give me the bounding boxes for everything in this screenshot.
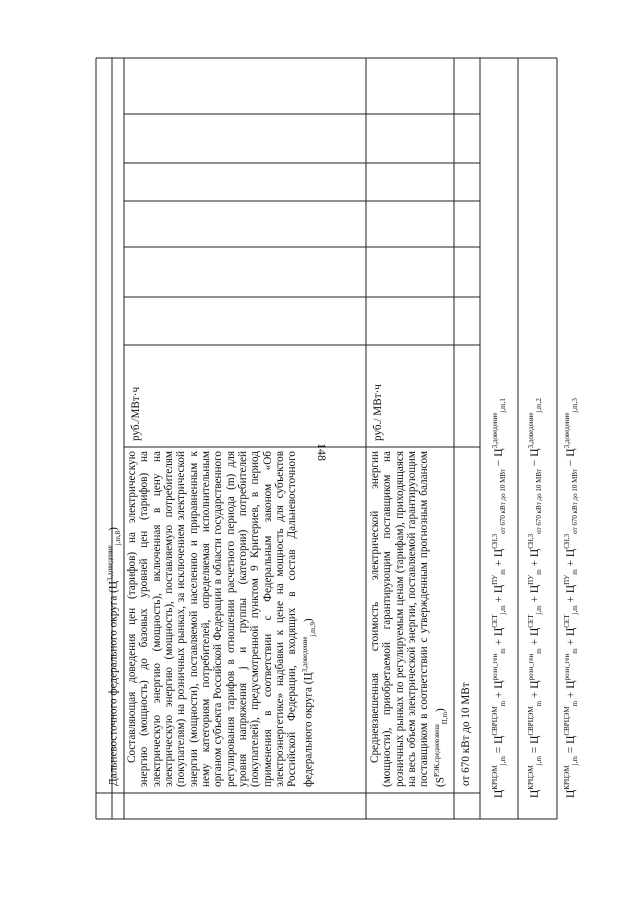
- formula-row: $Ц^{КРЦЭМ}_{j,m} = Ц^{СВРЦЭМ}_m + Ц^{розн\_ген}_m + Ц^{СЕТ}_{j,m} + Ц^{ПУ}_m + Ц^{СН,3}_{от 670 кВт до 10 МВт} - Ц^{3,доведение}_{j,m,3}$: [563, 398, 580, 798]
- formula-row: $Ц^{КРЦЭМ}_{j,m} = Ц^{СВРЦЭМ}_m + Ц^{розн\_ген}_m + Ц^{СЕТ}_{j,m} + Ц^{ПУ}_m + Ц^{СН,3}_{от 670 кВт до 10 МВт} - Ц^{3,доведение}_{j,m,2}$: [527, 398, 544, 798]
- average-cost-description: Средневзвешенная стоимость электрической энергии (мощности), приобретаемой гарантирующим поставщиком на розничных рынках по регулируемым ценам (тарифам), приходящаяся на весь объем электрической энергии, поставляемой гарантирующим поставщиком в соответствии с утвержденным прогнозным балансом $(S^{РЭК,средневзвеш}_{П,m})$: [369, 451, 449, 787]
- region-header: Дальневосточного федерального округа $(Ц^{3,доведение}_{j,m,8})$: [106, 527, 122, 786]
- unit-label: руб./МВт·ч: [130, 386, 142, 441]
- formula-row: $Ц^{КРЦЭМ}_{j,m} = Ц^{СВРЦЭМ}_m + Ц^{розн\_ген}_m + Ц^{СЕТ}_{j,m} + Ц^{ПУ}_m + Ц^{СН,3}_{от 670 кВт до 10 МВт} - Ц^{3,доведение}_{j,m,1}$: [491, 398, 508, 798]
- page-number: 148: [315, 443, 329, 461]
- unit-label: руб./ МВт·ч: [372, 384, 384, 441]
- component-description: Составляющая доведения цен (тарифов) на электрическую энергию (мощность) до базовых уровней цен (тарифов) на электрическую энергию (мощность), включенная в цену на электрическую энергию (мощность), поставляемую потребителям (покупателям) на розничных рынках, за исключением электрической энергии (мощности), поставляемой населению и приравненным к нему категориям потребителей, определяемая исполнительным органом субъекта Российской Федерации в области государственного регулирования тарифов в отношении расчетного периода (m) для уровня напряжения j и группы (категории) потребителей (покупателей), предусмотренной пунктом 9 Критериев, в период применения в соответствии с Федеральным законом «Об электроэнергетике» надбавки к цене на мощность для субъектов Российской Федерации, входящих в состав Дальневосточного федерального округа $(Ц^{3,доведение}_{j,m,9})$: [126, 451, 317, 787]
- range-label: от 670 кВт до 10 МВт: [460, 682, 472, 786]
